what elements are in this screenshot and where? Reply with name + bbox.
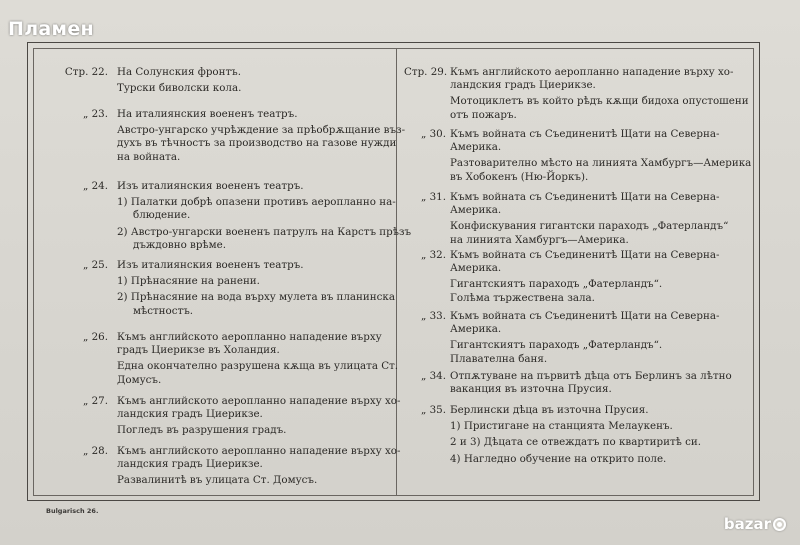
entry-caption: духъ въ тѣчностъ за производство на газове нужди bbox=[117, 137, 397, 150]
entry-caption: 1) Палатки добрѣ опазени противъ аеропланно на- bbox=[117, 196, 396, 209]
entry-caption: Една окончателно разрушена кѫща въ улицата Ст. bbox=[117, 360, 399, 373]
list-item-34 bbox=[404, 370, 750, 404]
entry-caption: Разтоварително мѣсто на линията Хамбургъ—Америка bbox=[450, 157, 752, 170]
entry-caption: Гигантскиятъ параходъ „Фатерландъ“. bbox=[450, 278, 663, 291]
entry-caption: дъждовно врѣме. bbox=[133, 238, 227, 251]
watermark-text: Пламен bbox=[8, 18, 94, 40]
entry-title: Америка. bbox=[450, 262, 502, 275]
circle-icon bbox=[773, 518, 786, 531]
list-item-27 bbox=[58, 395, 401, 445]
entry-title: ваканция въ източна Прусия. bbox=[450, 383, 612, 396]
entry-title: Америка. bbox=[450, 323, 502, 336]
entry-title: Къмъ войната съ Съединенитѣ Щати на Северна- bbox=[450, 128, 720, 140]
entry-title: Къмъ войната съ Съединенитѣ Щати на Северна- bbox=[450, 310, 720, 322]
page-number: „ 30. bbox=[421, 128, 446, 140]
entry-caption: Плавателна баня. bbox=[450, 352, 548, 365]
entry-caption: блюдение. bbox=[133, 209, 191, 222]
entry-title: Америка. bbox=[450, 204, 502, 217]
entry-title: градъ Циерикзе въ Холандия. bbox=[117, 344, 280, 357]
list-item-24 bbox=[58, 180, 412, 259]
entry-caption: въ Хобокенъ (Ню-Йоркъ). bbox=[450, 170, 589, 183]
entry-caption: Мотоциклетъ въ който рѣдъ кѫщи бидоха опустошени bbox=[450, 95, 749, 108]
bazar-logo-text: bazar bbox=[723, 515, 771, 533]
entry-caption: 2 и 3) Дѣцата се отвеждатъ по квартиритѣ си. bbox=[450, 436, 702, 449]
page-number: „ 33. bbox=[421, 310, 446, 322]
entry-title: Берлински дѣца въ източна Прусия. bbox=[450, 404, 649, 416]
page-number: „ 25. bbox=[83, 259, 108, 271]
entry-title: Къмъ английското аеропланно нападение върху bbox=[117, 331, 382, 343]
entry-title: Къмъ английското аеропланно нападение върху хо- bbox=[117, 445, 401, 457]
entry-caption: 1) Пристигане на станцията Мелаукенъ. bbox=[450, 420, 673, 433]
page-number: „ 27. bbox=[83, 395, 108, 407]
entry-caption: Гигантскиятъ параходъ „Фатерландъ“. bbox=[450, 339, 663, 352]
entry-caption: 1) Прѣнасяние на ранени. bbox=[117, 275, 260, 288]
entry-title: ландския градъ Циерикзе. bbox=[450, 79, 596, 92]
entry-title: Изъ италиянския воененъ театръ. bbox=[117, 180, 304, 192]
entry-caption: Турски биволски кола. bbox=[117, 82, 242, 95]
list-item-35 bbox=[404, 404, 750, 466]
entry-caption: Развалинитѣ въ улицата Ст. Домусъ. bbox=[117, 474, 318, 487]
list-item-28 bbox=[58, 445, 401, 488]
list-item-30 bbox=[404, 128, 750, 191]
entry-title: Отпѫтуване на първитѣ дѣца отъ Берлинъ за лѣтно bbox=[450, 370, 732, 382]
page-number: Стр. 22. bbox=[64, 66, 108, 78]
page-number: Стр. 29. bbox=[404, 66, 448, 78]
entry-title: Къмъ английското аеропланно нападение върху хо- bbox=[117, 395, 401, 407]
entry-title: ландския градъ Циерикзе. bbox=[117, 408, 263, 421]
entry-title: На италиянския воененъ театръ. bbox=[117, 108, 298, 120]
list-item-31 bbox=[404, 191, 750, 249]
entry-caption: 4) Нагледно обучение на открито поле. bbox=[450, 452, 667, 465]
left-column bbox=[58, 66, 412, 488]
entry-caption: отъ пожаръ. bbox=[450, 108, 517, 121]
entry-title: Къмъ английското аеропланно нападение върху хо- bbox=[450, 66, 734, 78]
list-item-25 bbox=[58, 259, 395, 331]
list-item-32 bbox=[404, 249, 750, 310]
list-item-29 bbox=[404, 66, 750, 128]
entry-title: ландския градъ Циерикзе. bbox=[117, 458, 263, 471]
entry-caption: Австро-унгарско учрѣждение за прѣобрѫщание въз- bbox=[117, 124, 406, 137]
printer-note: Bulgarisch 26. bbox=[46, 507, 99, 515]
entry-caption: Погледъ въ разрушения градъ. bbox=[117, 424, 287, 437]
page-number: „ 32. bbox=[421, 249, 446, 261]
entry-caption: на линията Хамбургъ—Америка. bbox=[450, 233, 629, 246]
entry-caption: Конфискувания гигантски параходъ „Фатерландъ“ bbox=[450, 220, 729, 233]
right-column bbox=[404, 66, 750, 466]
page-number: „ 34. bbox=[421, 370, 446, 382]
list-item-33 bbox=[404, 310, 750, 370]
entry-title: Къмъ войната съ Съединенитѣ Щати на Северна- bbox=[450, 249, 720, 261]
page-number: „ 23. bbox=[83, 108, 108, 120]
entry-caption: 2) Прѣнасяние на вода върху мулета въ планинска bbox=[117, 291, 395, 304]
page-number: „ 31. bbox=[421, 191, 446, 203]
entry-caption: 2) Австро-унгарски воененъ патрулъ на Карстъ прѣзъ bbox=[117, 225, 412, 238]
page-number: „ 35. bbox=[421, 404, 446, 416]
entry-title: Къмъ войната съ Съединенитѣ Щати на Северна- bbox=[450, 191, 720, 203]
page-number: „ 24. bbox=[83, 180, 108, 192]
entry-caption: Домусъ. bbox=[117, 373, 162, 386]
page-number: „ 28. bbox=[83, 445, 108, 457]
list-item-26 bbox=[58, 331, 399, 395]
list-item-23 bbox=[58, 108, 406, 180]
entry-caption: Голѣма тържествена зала. bbox=[450, 291, 595, 304]
column-divider bbox=[396, 48, 397, 496]
bazar-logo bbox=[724, 515, 786, 533]
entry-title: Изъ италиянския воененъ театръ. bbox=[117, 259, 304, 271]
entry-caption: на войната. bbox=[117, 150, 181, 163]
entry-title: На Солунския фронтъ. bbox=[117, 66, 242, 78]
entry-caption: мѣстностъ. bbox=[133, 304, 194, 317]
page-number: „ 26. bbox=[83, 331, 108, 343]
list-item-22 bbox=[58, 66, 388, 108]
entry-title: Америка. bbox=[450, 141, 502, 154]
